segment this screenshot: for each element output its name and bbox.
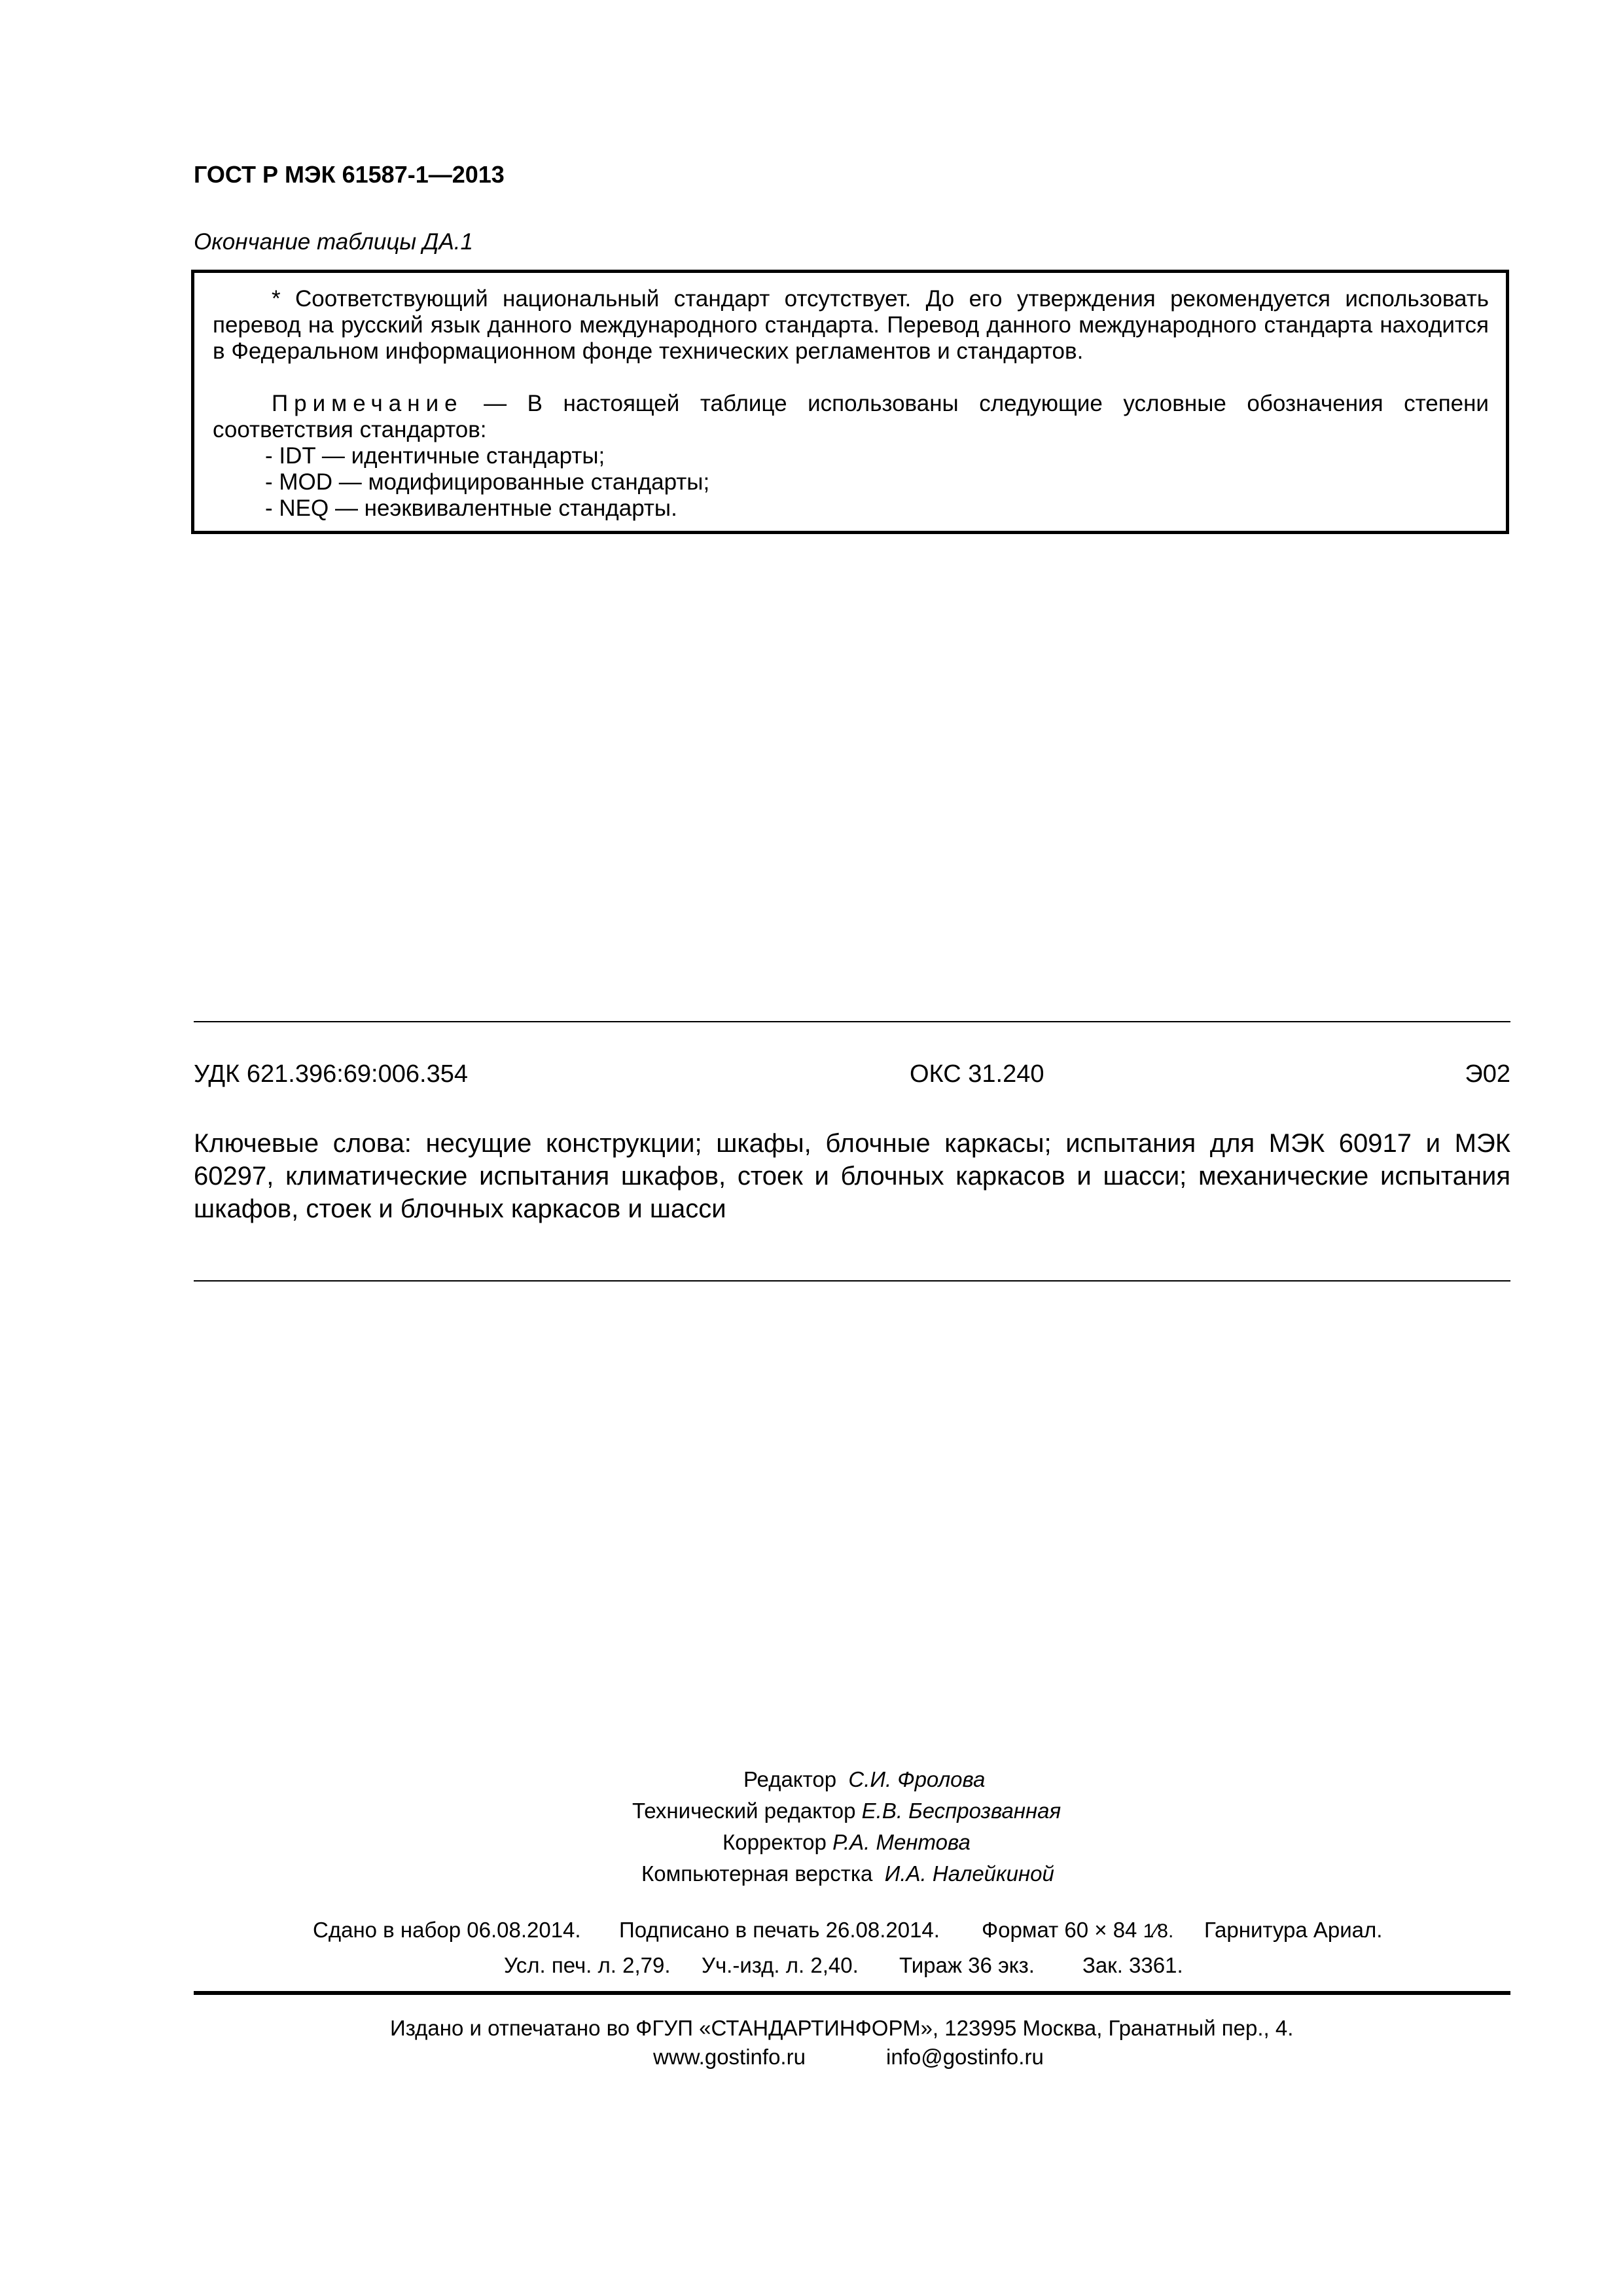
- note-item-neq: - NEQ — неэквивалентные стандарты.: [265, 495, 677, 521]
- note-item-idt: - IDT — идентичные стандарты;: [265, 443, 605, 469]
- credit-corrector-name: Р.А. Ментова: [832, 1830, 971, 1854]
- print-format-label: Формат 60 × 84: [982, 1918, 1137, 1942]
- credit-editor: [743, 1767, 985, 1792]
- print-edition-sheets: Уч.-изд. л. 2,40.: [702, 1953, 859, 1977]
- credit-tech-name: Е.В. Беспрозванная: [861, 1799, 1061, 1823]
- keywords-text: Ключевые слова: несущие конструкции; шкафы, блочные каркасы; испытания для МЭК 60917 и МЭК 60297, климатические испытания шкафов, стоек и блочных каркасов и шасси; механические испытания шкафов, стоек и блочных каркасов и шасси: [194, 1129, 1510, 1223]
- credit-layout-name: И.А. Налейкиной: [884, 1861, 1054, 1886]
- udk-code: УДК 621.396:69:006.354: [194, 1060, 468, 1088]
- publisher-line: Издано и отпечатано во ФГУП «СТАНДАРТИНФОРМ», 123995 Москва, Гранатный пер., 4.: [390, 2016, 1294, 2040]
- divider-top: [194, 1021, 1510, 1022]
- note-text: — В настоящей таблице использованы следующие условные обозначения степени соответствия стандартов:: [213, 391, 1489, 442]
- footnote-text: * Соответствующий национальный стандарт отсутствует. До его утверждения рекомендуется использовать перевод на русский язык данного международного стандарта. Перевод данного международного стандарта находится в Федеральном информационном фонде технических регламентов и стандартов.: [213, 286, 1489, 364]
- credit-tech-label: Технический редактор: [632, 1799, 856, 1823]
- table-note-box: [191, 270, 1509, 534]
- print-format-fraction: 1⁄8.: [1143, 1920, 1174, 1942]
- credit-layout: [641, 1861, 1054, 1886]
- print-sheets: Усл. печ. л. 2,79.: [504, 1953, 671, 1977]
- credit-tech-editor: [632, 1799, 1061, 1823]
- credit-corrector: [722, 1830, 971, 1855]
- credit-layout-label: Компьютерная верстка: [641, 1861, 873, 1886]
- credit-editor-label: Редактор: [743, 1767, 837, 1791]
- document-title: ГОСТ Р МЭК 61587-1—2013: [194, 161, 505, 188]
- classification-codes: [194, 1060, 1510, 1093]
- print-format: [982, 1918, 1173, 1943]
- note-label: Примечание: [272, 391, 463, 416]
- publisher-email[interactable]: info@gostinfo.ru: [886, 2045, 1044, 2069]
- print-run: Тираж 36 экз.: [899, 1953, 1035, 1977]
- oks-code: ОКС 31.240: [910, 1060, 1044, 1088]
- e-code: Э02: [1465, 1060, 1510, 1088]
- print-signed: Подписано в печать 26.08.2014.: [619, 1918, 940, 1942]
- print-typeface: Гарнитура Ариал.: [1204, 1918, 1383, 1942]
- credit-corrector-label: Корректор: [722, 1830, 827, 1854]
- note-paragraph: [213, 391, 1489, 443]
- publisher-website[interactable]: www.gostinfo.ru: [653, 2045, 806, 2069]
- table-continuation-caption: Окончание таблицы ДА.1: [194, 229, 473, 255]
- print-submitted: Сдано в набор 06.08.2014.: [313, 1918, 581, 1942]
- divider-middle: [194, 1280, 1510, 1282]
- note-item-mod: - MOD — модифицированные стандарты;: [265, 469, 710, 495]
- credit-editor-name: С.И. Фролова: [848, 1767, 986, 1791]
- divider-bottom: [194, 1991, 1510, 1995]
- print-order: Зак. 3361.: [1082, 1953, 1183, 1977]
